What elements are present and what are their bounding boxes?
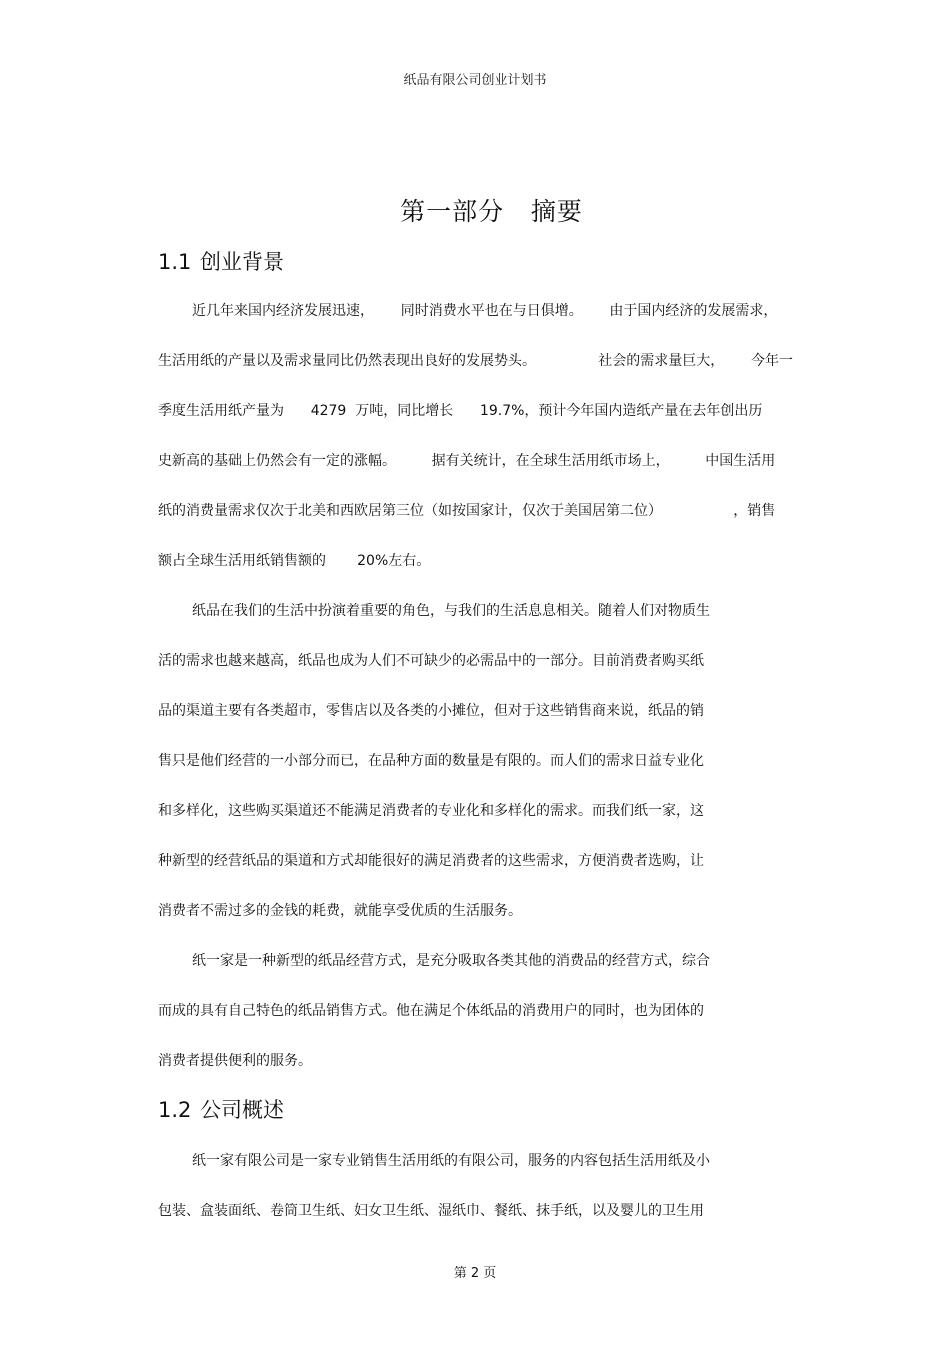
page-header: 纸品有限公司创业计划书 <box>403 73 547 88</box>
paragraph-line: 品的渠道主要有各类超市，零售店以及各类的小摊位，但对于这些销售商来说，纸品的销 <box>158 703 704 719</box>
paragraph-line: 包装、盒装面纸、卷筒卫生纸、妇女卫生纸、湿纸巾、餐纸、抹手纸，以及婴儿的卫生用 <box>158 1203 704 1219</box>
paragraph-line: 纸品在我们的生活中扮演着重要的角色，与我们的生活息息相关。随着人们对物质生 <box>192 603 710 619</box>
section-number: 1.2 <box>158 1098 192 1122</box>
paragraph-line: 纸的消费量需求仅次于北美和西欧居第三位（如按国家计，仅次于美国居第二位） ，销售 <box>158 503 776 519</box>
section-number: 1.1 <box>158 250 192 274</box>
paragraph-line: 史新高的基础上仍然会有一定的涨幅。 据有关统计，在全球生活用纸市场上， 中国生活用 <box>158 453 776 469</box>
paragraph-line: 季度生活用纸产量为 4279 万吨，同比增长 19.7%，预计今年国内造纸产量在去年创出历 <box>158 403 763 419</box>
paragraph-line: 和多样化，这些购买渠道还不能满足消费者的专业化和多样化的需求。而我们纸一家，这 <box>158 803 704 819</box>
paragraph-line: 消费者不需过多的金钱的耗费，就能享受优质的生活服务。 <box>158 903 522 919</box>
paragraph-line: 而成的具有自己特色的纸品销售方式。他在满足个体纸品的消费用户的同时，也为团体的 <box>158 1003 704 1019</box>
section-title: 公司概述 <box>200 1098 284 1122</box>
paragraph-line: 种新型的经营纸品的渠道和方式却能很好的满足消费者的这些需求，方便消费者选购，让 <box>158 853 704 869</box>
section-heading-1-2 <box>158 1095 284 1125</box>
section-heading-1-1 <box>158 247 284 277</box>
paragraph-line: 近几年来国内经济发展迅速， 同时消费水平也在与日俱增。 由于国内经济的发展需求， <box>192 303 778 319</box>
paragraph-line: 纸一家有限公司是一家专业销售生活用纸的有限公司，服务的内容包括生活用纸及小 <box>192 1153 710 1169</box>
chapter-title: 第一部分 摘要 <box>400 197 583 226</box>
page-number: 第 2 页 <box>453 1266 497 1281</box>
paragraph-line: 售只是他们经营的一小部分而已，在品种方面的数量是有限的。而人们的需求日益专业化 <box>158 753 704 769</box>
paragraph-line: 生活用纸的产量以及需求量同比仍然表现出良好的发展势头。 社会的需求量巨大， 今年一 <box>158 353 794 369</box>
paragraph-line: 额占全球生活用纸销售额的 20%左右。 <box>158 553 431 569</box>
section-title: 创业背景 <box>200 250 284 274</box>
paragraph-line: 纸一家是一种新型的纸品经营方式，是充分吸取各类其他的消费品的经营方式，综合 <box>192 953 710 969</box>
paragraph-line: 活的需求也越来越高，纸品也成为人们不可缺少的必需品中的一部分。目前消费者购买纸 <box>158 653 704 669</box>
paragraph-line: 消费者提供便利的服务。 <box>158 1053 312 1069</box>
